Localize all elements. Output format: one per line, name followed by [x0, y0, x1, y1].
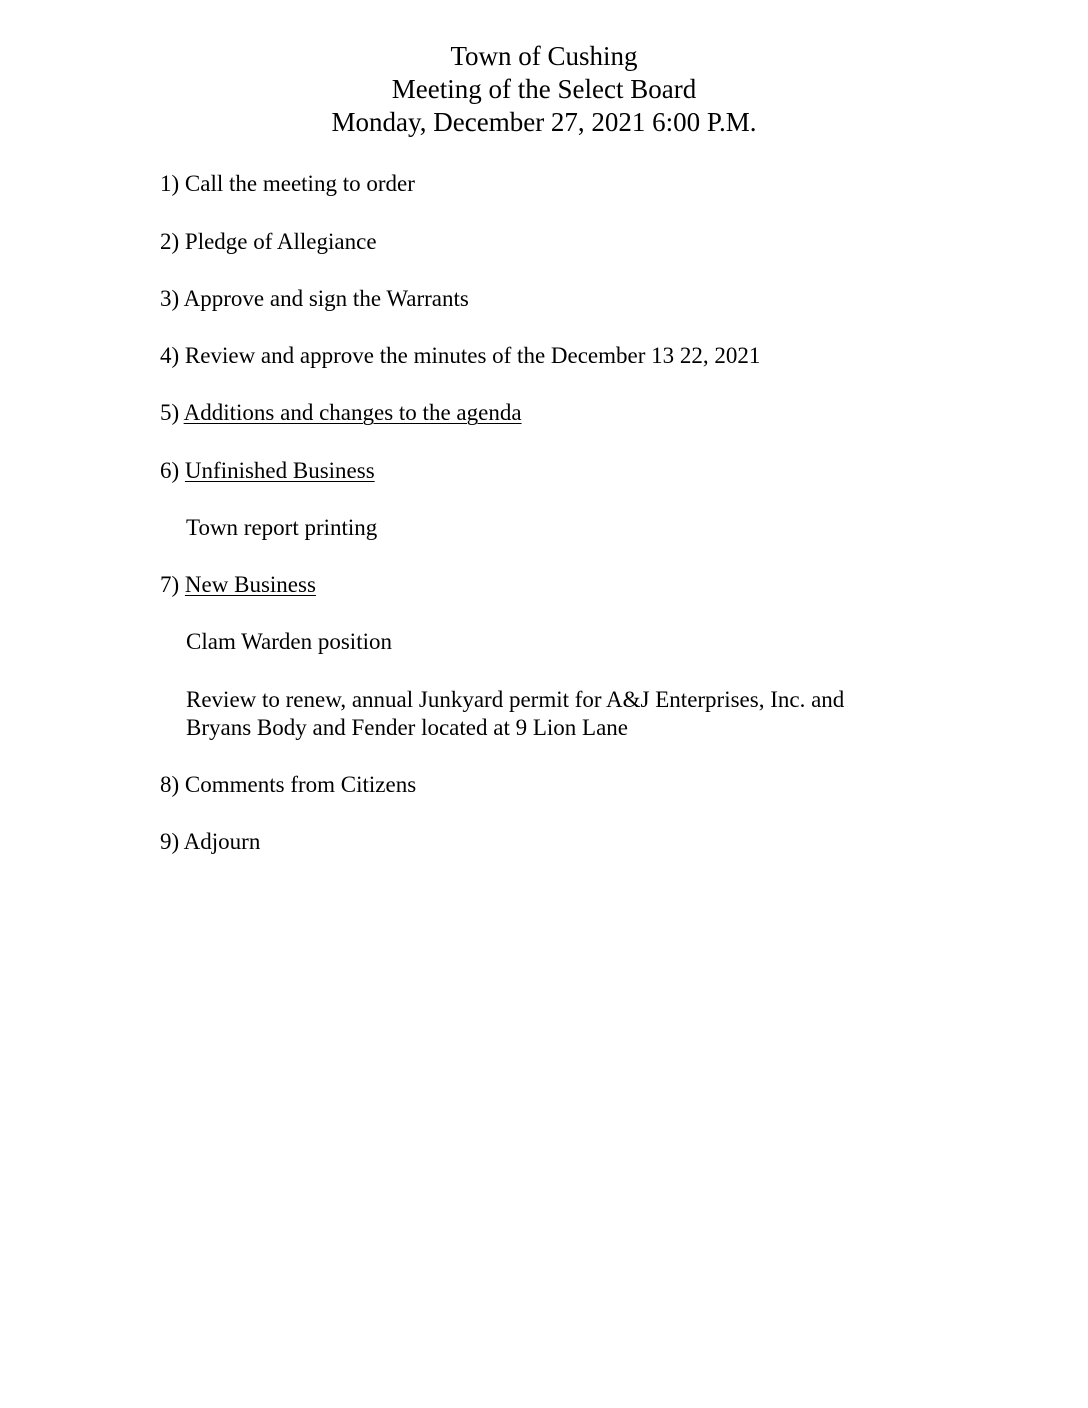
town-name: Town of Cushing [450, 41, 638, 71]
agenda-item-number: 5) [160, 400, 180, 425]
agenda-item-text: Approve and sign the Warrants [183, 286, 469, 311]
agenda-item-text: Unfinished Business [184, 458, 375, 483]
agenda-item-5 [160, 399, 522, 427]
agenda-item-text: Call the meeting to order [184, 171, 415, 196]
agenda-subitem-junkyard-line1: Review to renew, annual Junkyard permit for A&J Enterprises, Inc. and [186, 687, 845, 712]
agenda-item-text: Comments from Citizens [184, 772, 417, 797]
agenda-item-text: Additions and changes to the agenda [183, 400, 522, 425]
agenda-item-6 [160, 457, 375, 485]
agenda-item-3 [160, 285, 469, 313]
agenda-item-number: 2) [160, 229, 180, 254]
agenda-item-1 [160, 170, 415, 198]
document-header [0, 40, 1088, 139]
meeting-date: Monday, December 27, 2021 6:00 P.M. [331, 107, 757, 137]
agenda-item-number: 8) [160, 772, 180, 797]
agenda-subitem-clam-warden: Clam Warden position [186, 629, 392, 654]
agenda-item-number: 4) [160, 343, 180, 368]
agenda-item-4 [160, 342, 760, 370]
agenda-item-text: Review and approve the minutes of the December 13 22, 2021 [184, 343, 761, 368]
agenda-subitem-town-report: Town report printing [186, 515, 378, 540]
agenda-item-number: 1) [160, 171, 180, 196]
agenda-item-number: 9) [160, 829, 180, 854]
agenda-item-number: 7) [160, 572, 180, 597]
agenda-item-7 [160, 571, 316, 599]
agenda-subitem-junkyard-line2: Bryans Body and Fender located at 9 Lion Lane [186, 715, 628, 740]
agenda-item-text: Pledge of Allegiance [184, 229, 377, 254]
agenda-item-text: New Business [184, 572, 316, 597]
agenda-item-8 [160, 771, 416, 799]
agenda-item-number: 6) [160, 458, 180, 483]
agenda-item-number: 3) [160, 286, 180, 311]
agenda-item-9 [160, 828, 260, 856]
agenda-item-2 [160, 228, 377, 256]
agenda-item-text: Adjourn [183, 829, 261, 854]
meeting-title: Meeting of the Select Board [391, 74, 697, 104]
